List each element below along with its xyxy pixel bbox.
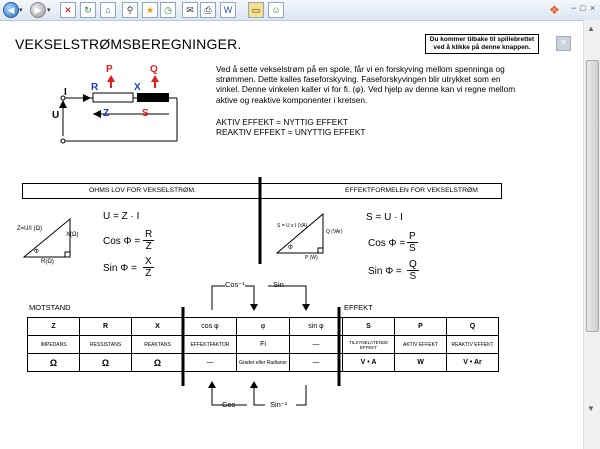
table-cell: REAKTIV EFFEKT xyxy=(447,336,499,354)
table-cell: AKTIV EFFEKT xyxy=(395,336,447,354)
table-cell: W xyxy=(395,354,447,372)
section-effekt: EFFEKT xyxy=(344,303,373,312)
power-sin-den: S xyxy=(409,271,417,282)
folder-icon[interactable]: ▭ xyxy=(248,2,264,18)
circuit-label-z: Z xyxy=(103,108,110,119)
refresh-icon[interactable]: ↻ xyxy=(80,2,96,18)
table-cell: EFFEKTFAKTOR xyxy=(184,336,237,354)
table-cell: Ω xyxy=(80,354,132,372)
ohms-triangle-hyp: Z=U/I (Ω) xyxy=(17,226,42,232)
mail-icon[interactable]: ✉ xyxy=(182,2,198,18)
scroll-down-icon[interactable]: ▼ xyxy=(587,404,595,413)
table-cell: Fi xyxy=(237,336,290,354)
table-cell: cos φ xyxy=(184,318,237,336)
circuit-label-p: P xyxy=(106,64,113,75)
print-icon[interactable]: ⎙ xyxy=(200,2,216,18)
table-cell: X xyxy=(132,318,184,336)
table-cell: TILSYNELATENDE EFFEKT xyxy=(343,336,395,354)
power-triangle-angle: Φ xyxy=(288,245,293,251)
power-cos-den: S xyxy=(409,243,416,254)
table-cell: — xyxy=(290,336,343,354)
power-triangle-hyp: S = U x I (VA) xyxy=(277,223,308,229)
maximize-button[interactable]: □ xyxy=(580,3,586,13)
stop-icon[interactable]: ✕ xyxy=(60,2,76,18)
circuit-label-q: Q xyxy=(150,64,158,75)
close-icon[interactable]: × xyxy=(556,36,571,51)
back-to-board-button[interactable]: Du kommer tilbake til spillebrettet ved å klikke på denne knappen. xyxy=(425,34,539,54)
circuit-label-s: S xyxy=(142,108,149,119)
arrow-label-sin-inv: Sin⁻¹ xyxy=(270,400,288,409)
table-cell: sin φ xyxy=(290,318,343,336)
ohms-law-header: OHMS LOV FOR VEKSELSTRØM. xyxy=(89,187,196,194)
ohms-triangle-angle: Φ xyxy=(34,249,39,255)
ohms-formula-u: U = Z · I xyxy=(103,211,140,222)
power-sin-lhs: Sin Φ = xyxy=(368,266,402,277)
ohms-sin-den: Z xyxy=(145,268,152,279)
power-formula-header: EFFEKTFORMELEN FOR VEKSELSTRØM xyxy=(345,187,478,194)
power-cos-num: P xyxy=(409,231,416,242)
scroll-up-icon[interactable]: ▲ xyxy=(587,24,595,33)
ohms-triangle-opp: X(Ω) xyxy=(66,232,79,238)
table-cell: Ω xyxy=(28,354,80,372)
forward-dropdown-icon[interactable]: ▾ xyxy=(47,7,51,14)
messenger-icon[interactable]: ☺ xyxy=(268,2,284,18)
table-cell: RESSISTANS xyxy=(80,336,132,354)
power-triangle-adj: P (W) xyxy=(305,255,318,261)
ohms-cos-lhs: Cos Φ = xyxy=(103,236,141,247)
back-dropdown-icon[interactable]: ▾ xyxy=(19,7,23,14)
table-cell: R xyxy=(80,318,132,336)
section-motstand: MOTSTAND xyxy=(29,303,71,312)
edit-icon[interactable]: W xyxy=(220,2,236,18)
power-sin-fraction xyxy=(407,259,419,282)
ohms-sin-fraction xyxy=(143,256,154,279)
circuit-label-r: R xyxy=(91,82,99,93)
close-window-button[interactable]: × xyxy=(590,3,596,13)
description-text: Ved å sette vekselstrøm på en spole, får vi en forskyving mellom spenninga og strømmen. Dette kalles faseforskyving. Faseforskyvingen blir utrykket som en vinkel. Denne vinkelen kaller vi for fi. (φ). Ved hjelp av denne kan vi regne mellom aktive og reaktive komponenter i kretsen. xyxy=(216,64,516,105)
arrow-label-cos-inv: Cos⁻¹ xyxy=(225,280,245,289)
circuit-label-u: U xyxy=(52,110,60,121)
table-cell: P xyxy=(395,318,447,336)
history-icon[interactable]: ◷ xyxy=(160,2,176,18)
ohms-sin-num: X xyxy=(145,256,152,267)
forward-arrow-icon[interactable]: ▶ xyxy=(30,2,46,18)
arrow-label-sin: Sin xyxy=(273,280,284,289)
power-triangle-opp: Q (VAr) xyxy=(326,229,343,235)
minimize-button[interactable]: − xyxy=(571,3,577,13)
ohms-triangle-adj: R(Ω) xyxy=(41,259,54,265)
ohms-sin-lhs: Sin Φ = xyxy=(103,263,137,274)
power-cos-fraction xyxy=(407,231,418,254)
table-cell: S xyxy=(343,318,395,336)
ohms-cos-fraction xyxy=(143,229,154,252)
reactive-effect-text: REAKTIV EFFEKT = UNYTTIG EFFEKT xyxy=(216,127,366,138)
active-effect-text: AKTIV EFFEKT = NYTTIG EFFEKT xyxy=(216,117,348,127)
table-cell: REAKTANS xyxy=(132,336,184,354)
quantity-table xyxy=(27,317,499,372)
ohms-cos-num: R xyxy=(145,229,153,240)
table-row xyxy=(28,336,499,354)
arrow-label-cos: Cos xyxy=(222,400,236,409)
home-icon[interactable]: ⌂ xyxy=(100,2,116,18)
table-cell: — xyxy=(290,354,343,372)
table-cell: φ xyxy=(237,318,290,336)
table-cell: Grader eller Radianer xyxy=(237,354,290,372)
circuit-label-i: I xyxy=(64,87,67,98)
table-cell: IMPEDANS xyxy=(28,336,80,354)
table-cell: Z xyxy=(28,318,80,336)
windows-logo-icon: ❖ xyxy=(549,3,560,17)
page-title: VEKSELSTRØMSBEREGNINGER. xyxy=(15,36,242,52)
power-cos-lhs: Cos Φ = xyxy=(368,238,406,249)
table-cell: V • Ar xyxy=(447,354,499,372)
power-sin-num: Q xyxy=(409,259,417,270)
ohms-cos-den: Z xyxy=(145,241,152,252)
table-cell: Ω xyxy=(132,354,184,372)
back-arrow-icon[interactable]: ◀ xyxy=(3,2,19,18)
power-formula-s: S = U · I xyxy=(366,212,403,223)
search-icon[interactable]: ⚲ xyxy=(122,2,138,18)
table-row xyxy=(28,318,499,336)
table-cell: — xyxy=(184,354,237,372)
table-cell: Q xyxy=(447,318,499,336)
table-row xyxy=(28,354,499,372)
circuit-label-x: X xyxy=(134,82,141,93)
table-cell: V • A xyxy=(343,354,395,372)
favorites-star-icon[interactable]: ★ xyxy=(142,2,158,18)
